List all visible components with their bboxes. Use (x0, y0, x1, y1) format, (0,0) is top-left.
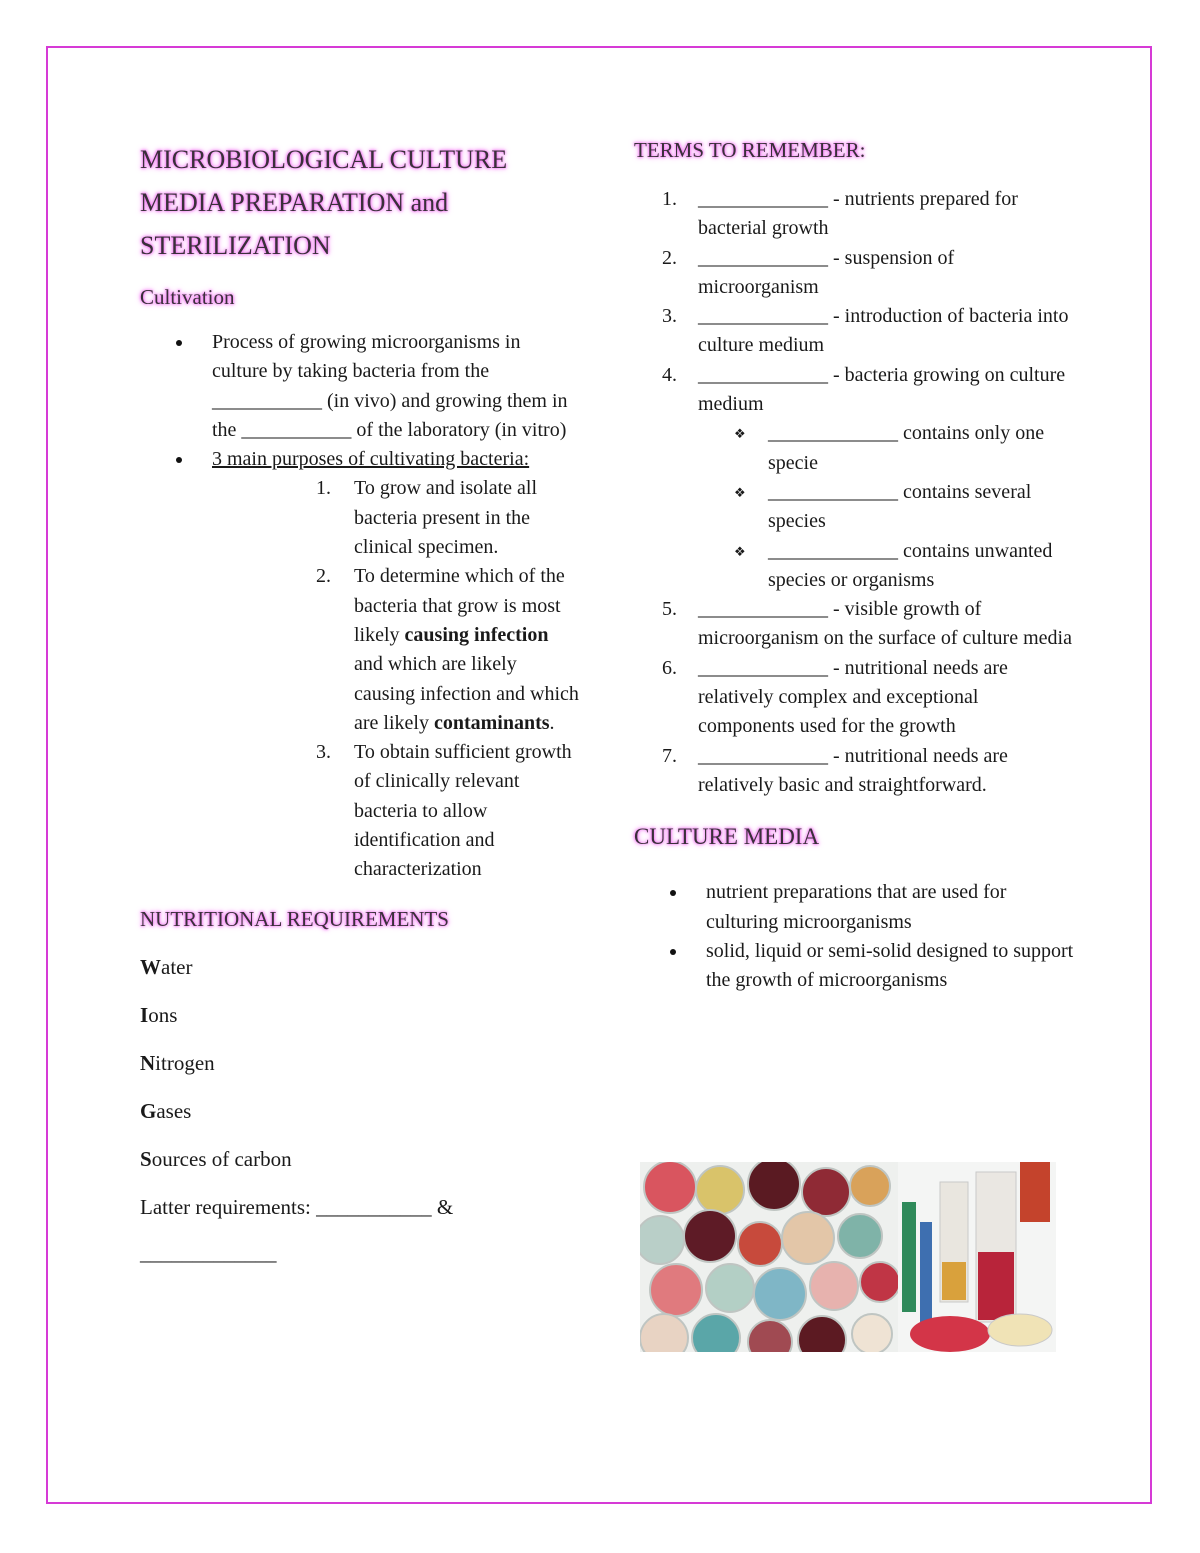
list-item: ❖ _____________ contains several species (698, 478, 1074, 537)
list-item: Process of growing microorganisms in culture by taking bacteria from the ___________ (in vivo) and growing them in the ___________ of the laboratory (in vitro) (140, 328, 580, 445)
list-item: 1. _____________ - nutrients prepared for bacterial growth (662, 188, 1018, 240)
list-item: 4. _____________ - bacteria growing on culture medium ❖ _____________ contains only one specie ❖ _____________ contains several species ❖ _____________ contains unwanted species or organisms (634, 361, 1074, 595)
requirement-item: Water (140, 954, 193, 979)
list-item: 5. _____________ - visible growth of microorganism on the surface of culture media (662, 598, 1072, 650)
nutritional-heading: NUTRITIONAL REQUIREMENTS (140, 906, 449, 931)
requirements-list (140, 954, 580, 1266)
latter-requirements: Latter requirements: ___________ & (140, 1194, 454, 1219)
terms-section (634, 185, 1074, 800)
cultivation-section (140, 328, 580, 885)
petri-dish-illustration (640, 1162, 1056, 1352)
list-item: ❖ _____________ contains only one specie (698, 419, 1074, 478)
requirement-item: Nitrogen (140, 1050, 215, 1075)
requirement-item: Ions (140, 1002, 178, 1027)
document-title: MICROBIOLOGICAL CULTURE MEDIA PREPARATION and STERILIZATION (140, 145, 508, 260)
terms-heading: TERMS TO REMEMBER: (634, 138, 866, 162)
culture-media-photo (640, 1162, 1056, 1352)
list-item: 6. _____________ - nutritional needs are relatively complex and exceptional components used for the growth (662, 656, 1008, 738)
culture-media-heading: CULTURE MEDIA (634, 824, 820, 850)
left-column (140, 138, 580, 1288)
requirement-item: Gases (140, 1098, 192, 1123)
latter-blank: _____________ (140, 1240, 277, 1265)
right-column (634, 138, 1074, 995)
purposes-list (212, 474, 580, 884)
list-item: 2. _____________ - suspension of microorganism (662, 246, 955, 298)
list-item: 3. To obtain sufficient growth of clinically relevant bacteria to allow identification and characterization (316, 741, 572, 881)
term4-sublist (698, 419, 1074, 595)
terms-list (634, 185, 1074, 800)
list-item: 3. _____________ - introduction of bacteria into culture medium (662, 305, 1069, 357)
list-item: nutrient preparations that are used for culturing microorganisms (634, 878, 1074, 937)
list-item: 2. To determine which of the bacteria that grow is most likely causing infection and which are likely causing infection and which are likely contaminants. (316, 565, 579, 734)
cultivation-heading: Cultivation (140, 285, 235, 309)
list-item: 3 main purposes of cultivating bacteria: 1. To grow and isolate all bacteria present in the clinical specimen. 2. To determine which of the bacteria that grow is most likely causing infection and which are likely causing infection and which are likely contaminants. 3. To obtain sufficient growth of clinically relevant bacteria to allow identification and characterization (140, 445, 580, 884)
requirement-item: Sources of carbon (140, 1146, 292, 1171)
list-item: solid, liquid or semi-solid designed to support the growth of microorganisms (634, 937, 1074, 996)
list-item: 7. _____________ - nutritional needs are relatively basic and straightforward. (662, 744, 1008, 796)
culture-media-section (634, 878, 1074, 995)
list-item: ❖ _____________ contains unwanted species or organisms (698, 537, 1074, 596)
list-item: 1. To grow and isolate all bacteria present in the clinical specimen. (316, 477, 537, 559)
